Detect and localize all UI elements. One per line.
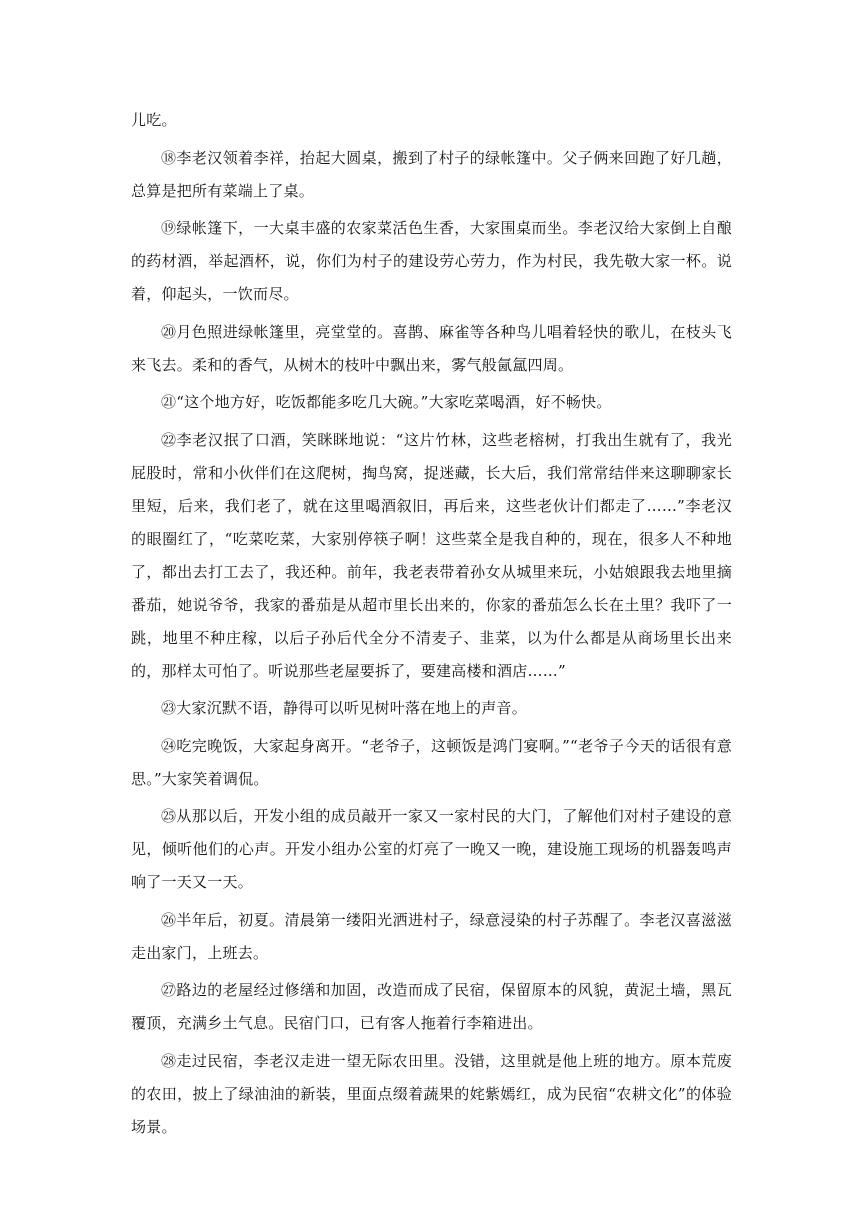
paragraph-continuation: 儿吃。: [131, 111, 177, 129]
paragraph-20: ⑳月色照进绿帐篷里，亮堂堂的。喜鹊、麻雀等各种鸟儿唱着轻快的歌儿，在枝头飞来飞去。柔和的香气，从树木的枝叶中飘出来，雾气般氤氲四周。: [131, 322, 732, 374]
paragraph-18: ⑱李老汉领着李祥，抬起大圆桌，搬到了村子的绿帐篷中。父子俩来回跑了好几趟，总算是把所有菜端上了桌。: [131, 148, 732, 200]
paragraph-24: ㉔吃完晚饭，大家起身离开。“老爷子，这顿饭是鸿门宴啊。”“老爷子今天的话很有意思。”大家笑着调侃。: [131, 736, 732, 788]
paragraph-26: ㉖半年后，初夏。清晨第一缕阳光洒进村子，绿意浸染的村子苏醒了。李老汉喜滋滋走出家门，上班去。: [131, 910, 732, 962]
paragraph-19: ⑲绿帐篷下，一大桌丰盛的农家菜活色生香，大家围桌而坐。李老汉给大家倒上自酿的药材酒，举起酒杯，说，你们为村子的建设劳心劳力，作为村民，我先敬大家一杯。说着，仰起头，一饮而尽。: [131, 219, 732, 303]
paragraph-28: ㉘走过民宿，李老汉走进一望无际农田里。没错，这里就是他上班的地方。原本荒废的农田，披上了绿油油的新装，里面点缀着蔬果的姹紫嫣红，成为民宿“农耕文化”的体验场景。: [131, 1051, 732, 1136]
paragraph-23: ㉓大家沉默不语，静得可以听见树叶落在地上的声音。: [161, 699, 528, 717]
paragraph-27: ㉗路边的老屋经过修缮和加固，改造而成了民宿，保留原本的风貌，黄泥土墙，黑瓦覆顶，充满乡土气息。民宿门口，已有客人拖着行李箱进出。: [131, 981, 732, 1032]
paragraph-21: ㉑“这个地方好，吃饭都能多吃几大碗。”大家吃菜喝酒，好不畅快。: [161, 393, 612, 411]
paragraph-22: ㉒李老汉抿了口酒，笑眯眯地说：“这片竹林，这些老榕树，打我出生就有了，我光屁股时，常和小伙伴们在这爬树，掏鸟窝，捉迷藏，长大后，我们常常结伴来这聊聊家长里短，后来，我们老了，就在这里喝酒叙旧，再后来，这些老伙计们都走了……”李老汉的眼圈红了，“吃菜吃菜，大家别停筷子啊！这些菜全是我自种的，现在，很多人不种地了，都出去打工去了，我还种。前年，我老表带着孙女从城里来玩，小姑娘跟我去地里摘番茄，她说爷爷，我家的番茄是从超市里长出来的，你家的番茄怎么长在土里？我吓了一跳，地里不种庄稼，以后子孙后代全分不清麦子、韭菜，以为什么都是从商场里长出来的，那样太可怕了。听说那些老屋要拆了，要建高楼和酒店……”: [131, 430, 732, 680]
paragraph-25: ㉕从那以后，开发小组的成员敲开一家又一家村民的大门，了解他们对村子建设的意见，倾听他们的心声。开发小组办公室的灯亮了一晚又一晚，建设施工现场的机器轰鸣声响了一天又一天。: [131, 807, 732, 891]
